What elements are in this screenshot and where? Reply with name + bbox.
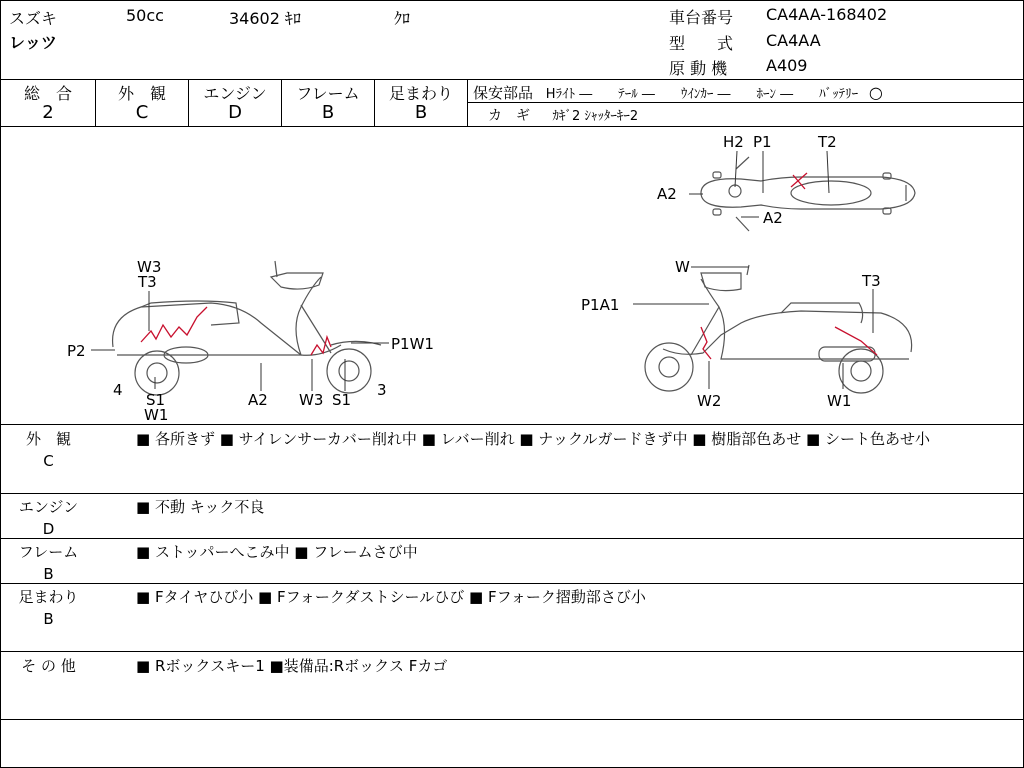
engine-model-label: 原 動 機 xyxy=(669,59,728,78)
other-section-label: そ の 他 xyxy=(21,657,76,675)
keys xyxy=(488,105,638,125)
scooter-top-view xyxy=(701,157,915,231)
frame-number: CA4AA-168402 xyxy=(766,5,888,24)
suspension-grade: B xyxy=(414,102,428,123)
frame-number-label: 車台番号 xyxy=(669,8,734,27)
suspension-section-label: 足まわり B xyxy=(18,588,79,628)
damage-diagram xyxy=(1,127,1023,425)
diagram-label: W1 xyxy=(144,406,169,424)
mileage: 34602 ｷﾛ xyxy=(229,9,302,28)
divider xyxy=(467,79,468,126)
divider xyxy=(1,651,1023,652)
model-type-label: 型 式 xyxy=(669,34,734,53)
diagram-label: W1 xyxy=(827,392,852,410)
diagram-label: A2 xyxy=(248,391,268,409)
safety-parts xyxy=(473,82,883,103)
keys-value: ｶｷﾞ2 ｼｬｯﾀｰｷｰ2 xyxy=(552,109,639,124)
divider xyxy=(1,424,1023,425)
suspension-remarks: ■ Fタイヤひび小 ■ Fフォークダストシールひび ■ Fフォーク摺動部さび小 xyxy=(136,588,646,606)
diagram-label: 4 xyxy=(113,381,123,399)
diagram-label: P1 xyxy=(753,133,772,151)
overall-grade: 2 xyxy=(42,102,54,123)
diagram-label: S1 xyxy=(146,391,166,409)
diagram-label: P2 xyxy=(67,342,86,360)
diagram-label: H2 xyxy=(723,133,744,151)
model-name: レッツ xyxy=(9,33,57,52)
exterior-remarks: ■ 各所きず ■ サイレンサーカバー削れ中 ■ レバー削れ ■ ナックルガードきず中 ■ 樹脂部色あせ ■ シート色あせ小 xyxy=(136,430,930,448)
engine-model: A409 xyxy=(766,56,808,75)
diagram-label: S1 xyxy=(332,391,352,409)
other-remarks: ■ Rボックスキー1 ■装備品:Rボックス Fカゴ xyxy=(136,657,448,675)
model-type: CA4AA xyxy=(766,31,821,50)
damage-marks xyxy=(141,173,877,359)
divider xyxy=(1,538,1023,539)
exterior-grade-label: 外 観 xyxy=(117,84,166,103)
safety-parts-label: 保安部品 xyxy=(473,84,534,102)
engine-section-label: エンジン D xyxy=(18,498,79,538)
maker: スズキ xyxy=(9,9,58,28)
diagram-label: W xyxy=(675,258,690,276)
diagram-label: T3 xyxy=(138,273,157,291)
diagram-label: 3 xyxy=(377,381,387,399)
safety-parts-items: Hﾗｲﾄ ― ﾃｰﾙ ― ｳｲﾝｶｰ ― ﾎｰﾝ ― ﾊﾞｯﾃﾘｰ xyxy=(545,87,859,102)
divider xyxy=(1,493,1023,494)
diagram-label: W2 xyxy=(697,392,722,410)
exterior-grade: C xyxy=(135,102,149,123)
frame-grade-label: フレーム xyxy=(296,84,360,103)
engine-grade: D xyxy=(228,102,242,123)
diagram-label: P1A1 xyxy=(581,296,620,314)
divider xyxy=(1,719,1023,720)
engine-remarks: ■ 不動 キック不良 xyxy=(136,498,265,516)
exterior-section-label: 外 観 C xyxy=(25,430,71,470)
frame-remarks: ■ ストッパーへこみ中 ■ フレームさび中 xyxy=(136,543,418,561)
diagram-label: T2 xyxy=(818,133,837,151)
diagram-label: W3 xyxy=(137,258,162,276)
diagram-label: P1W1 xyxy=(391,335,434,353)
diagram-labels xyxy=(67,133,881,424)
diagram-label: W3 xyxy=(299,391,324,409)
battery-mark: ○ xyxy=(868,83,883,102)
suspension-grade-label: 足まわり xyxy=(388,84,453,103)
keys-label: カ ギ xyxy=(488,108,530,124)
divider xyxy=(1,79,1023,80)
overall-grade-label: 総 合 xyxy=(23,84,72,103)
divider xyxy=(1,583,1023,584)
diagram-label: A2 xyxy=(763,209,783,227)
engine-grade-label: エンジン xyxy=(203,84,267,103)
diagram-label: T3 xyxy=(862,272,881,290)
frame-grade: B xyxy=(321,102,335,123)
color: ｸﾛ xyxy=(394,9,411,28)
displacement: 50cc xyxy=(126,6,164,25)
diagram-label: A2 xyxy=(657,185,677,203)
frame-section-label: フレーム B xyxy=(18,543,79,583)
